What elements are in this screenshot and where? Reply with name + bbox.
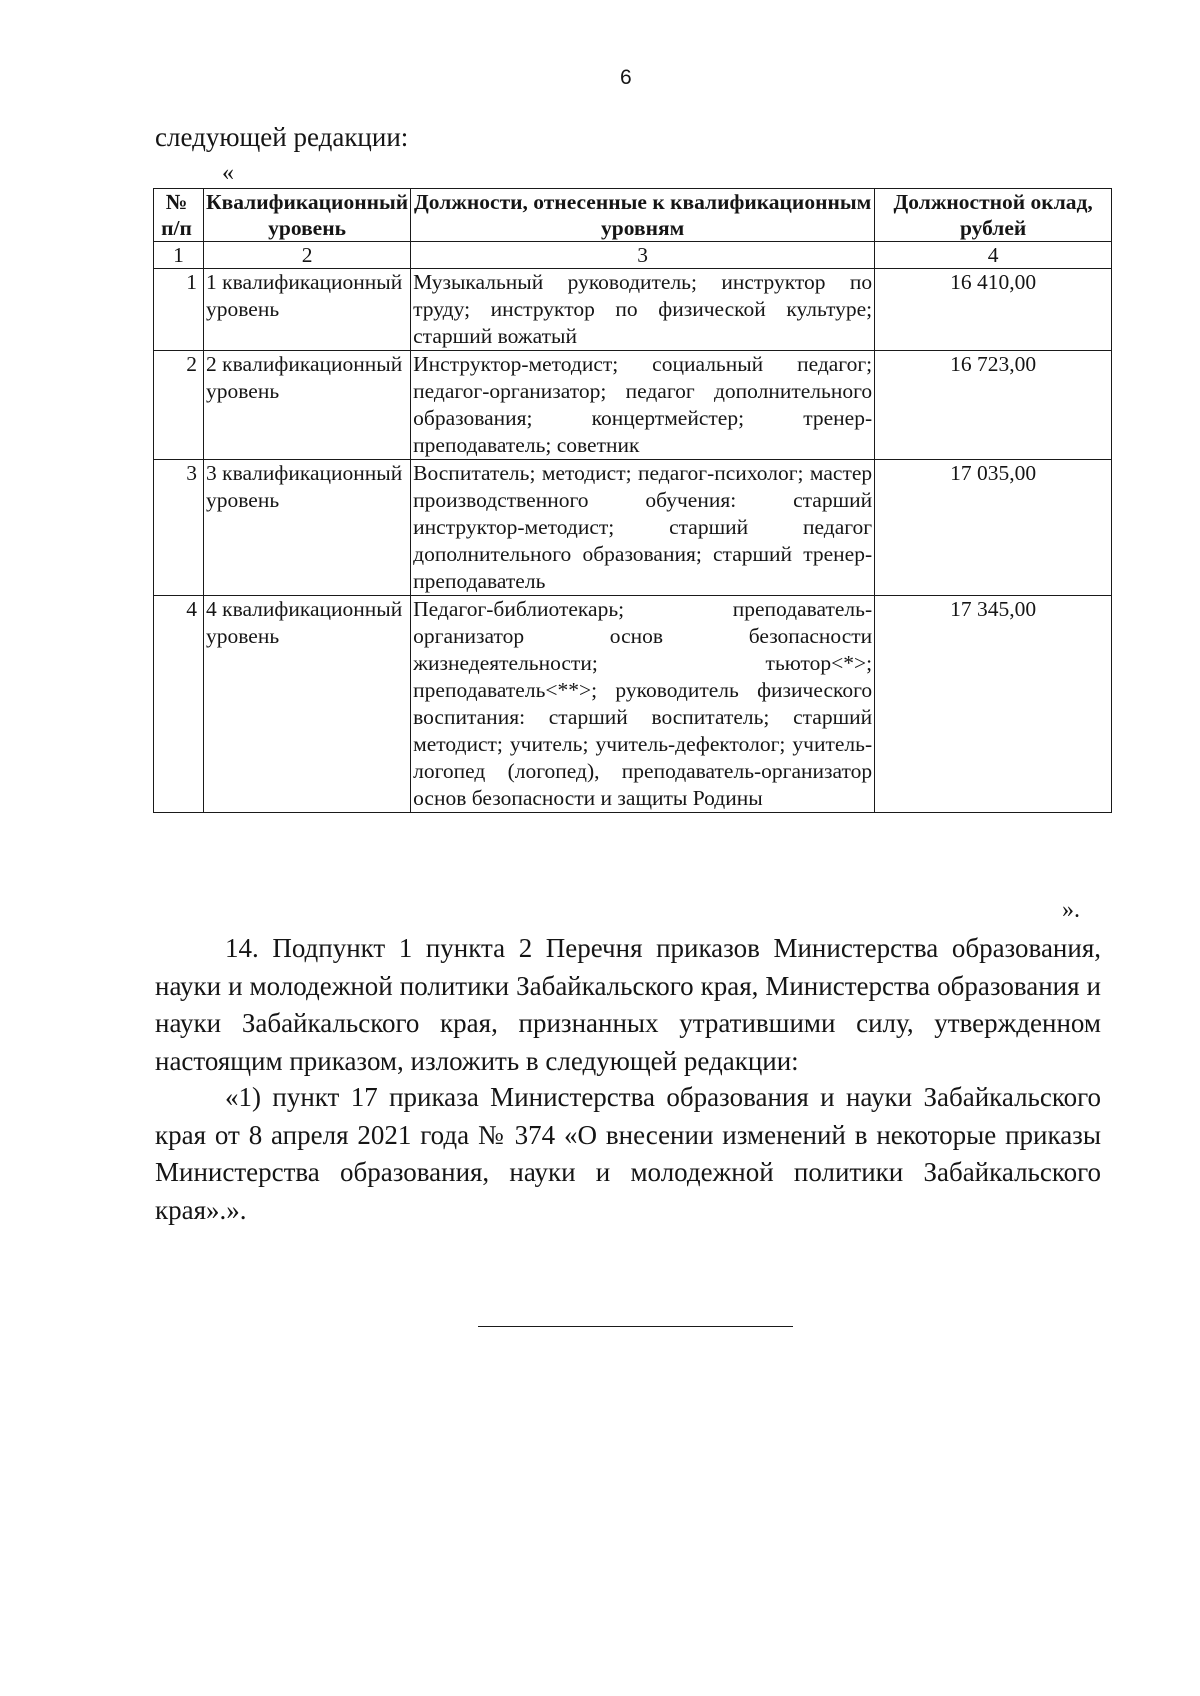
row-number: 3	[154, 460, 204, 596]
table-row	[154, 351, 1112, 460]
open-quote: «	[222, 160, 234, 186]
row-positions: Инструктор-методист; социальный педагог; педагог-организатор; педагог дополнительного образования; концертмейстер; тренер-преподаватель; советник	[411, 351, 875, 460]
table-row	[154, 460, 1112, 596]
column-number-row	[154, 242, 1112, 269]
table-row	[154, 269, 1112, 351]
intro-text: следующей редакции:	[155, 122, 409, 152]
row-salary: 17 035,00	[875, 460, 1112, 596]
column-number: 3	[411, 242, 875, 269]
end-rule	[478, 1326, 793, 1327]
row-level: 1 квалификационный уровень	[204, 269, 411, 351]
row-salary: 16 723,00	[875, 351, 1112, 460]
header-positions: Должности, отнесенные к квалификационным уровням	[411, 189, 875, 242]
row-positions: Музыкальный руководитель; инструктор по труду; инструктор по физической культуре; старший вожатый	[411, 269, 875, 351]
salary-table	[153, 188, 1112, 813]
row-level: 3 квалификационный уровень	[204, 460, 411, 596]
row-number: 4	[154, 596, 204, 813]
paragraph-14: 14. Подпункт 1 пункта 2 Перечня приказов Министерства образования, науки и молодежной политики Забайкальского края, Министерства образования и науки Забайкальского края, признанных утратившими силу, утвержденном настоящим приказом, изложить в следующей редакции:	[155, 933, 1101, 1076]
column-number: 2	[204, 242, 411, 269]
header-number: № п/п	[154, 189, 204, 242]
column-number: 1	[154, 242, 204, 269]
paragraph-subpoint-1: «1) пункт 17 приказа Министерства образования и науки Забайкальского края от 8 апреля 2021 года № 374 «О внесении изменений в некоторые приказы Министерства образования, науки и молодежной политики Забайкальского края».».	[155, 1082, 1101, 1225]
row-positions: Педагог-библиотекарь; преподаватель-организатор основ безопасности жизнедеятельности; тьютор<*>; преподаватель<**>; руководитель физического воспитания: старший воспитатель; старший методист; учитель; учитель-дефектолог; учитель-логопед (логопед), преподаватель-организатор основ безопасности и защиты Родины	[411, 596, 875, 813]
row-positions: Воспитатель; методист; педагог-психолог; мастер производственного обучения: старший инструктор-методист; старший педагог дополнительного образования; старший тренер-преподаватель	[411, 460, 875, 596]
row-salary: 16 410,00	[875, 269, 1112, 351]
row-number: 1	[154, 269, 204, 351]
row-level: 4 квалификационный уровень	[204, 596, 411, 813]
header-level: Квалификационный уровень	[204, 189, 411, 242]
row-level: 2 квалификационный уровень	[204, 351, 411, 460]
page-number: 6	[620, 66, 632, 89]
table-header-row	[154, 189, 1112, 242]
row-number: 2	[154, 351, 204, 460]
header-salary: Должностной оклад, рублей	[875, 189, 1112, 242]
close-quote: ».	[1062, 897, 1080, 923]
table-row	[154, 596, 1112, 813]
column-number: 4	[875, 242, 1112, 269]
row-salary: 17 345,00	[875, 596, 1112, 813]
